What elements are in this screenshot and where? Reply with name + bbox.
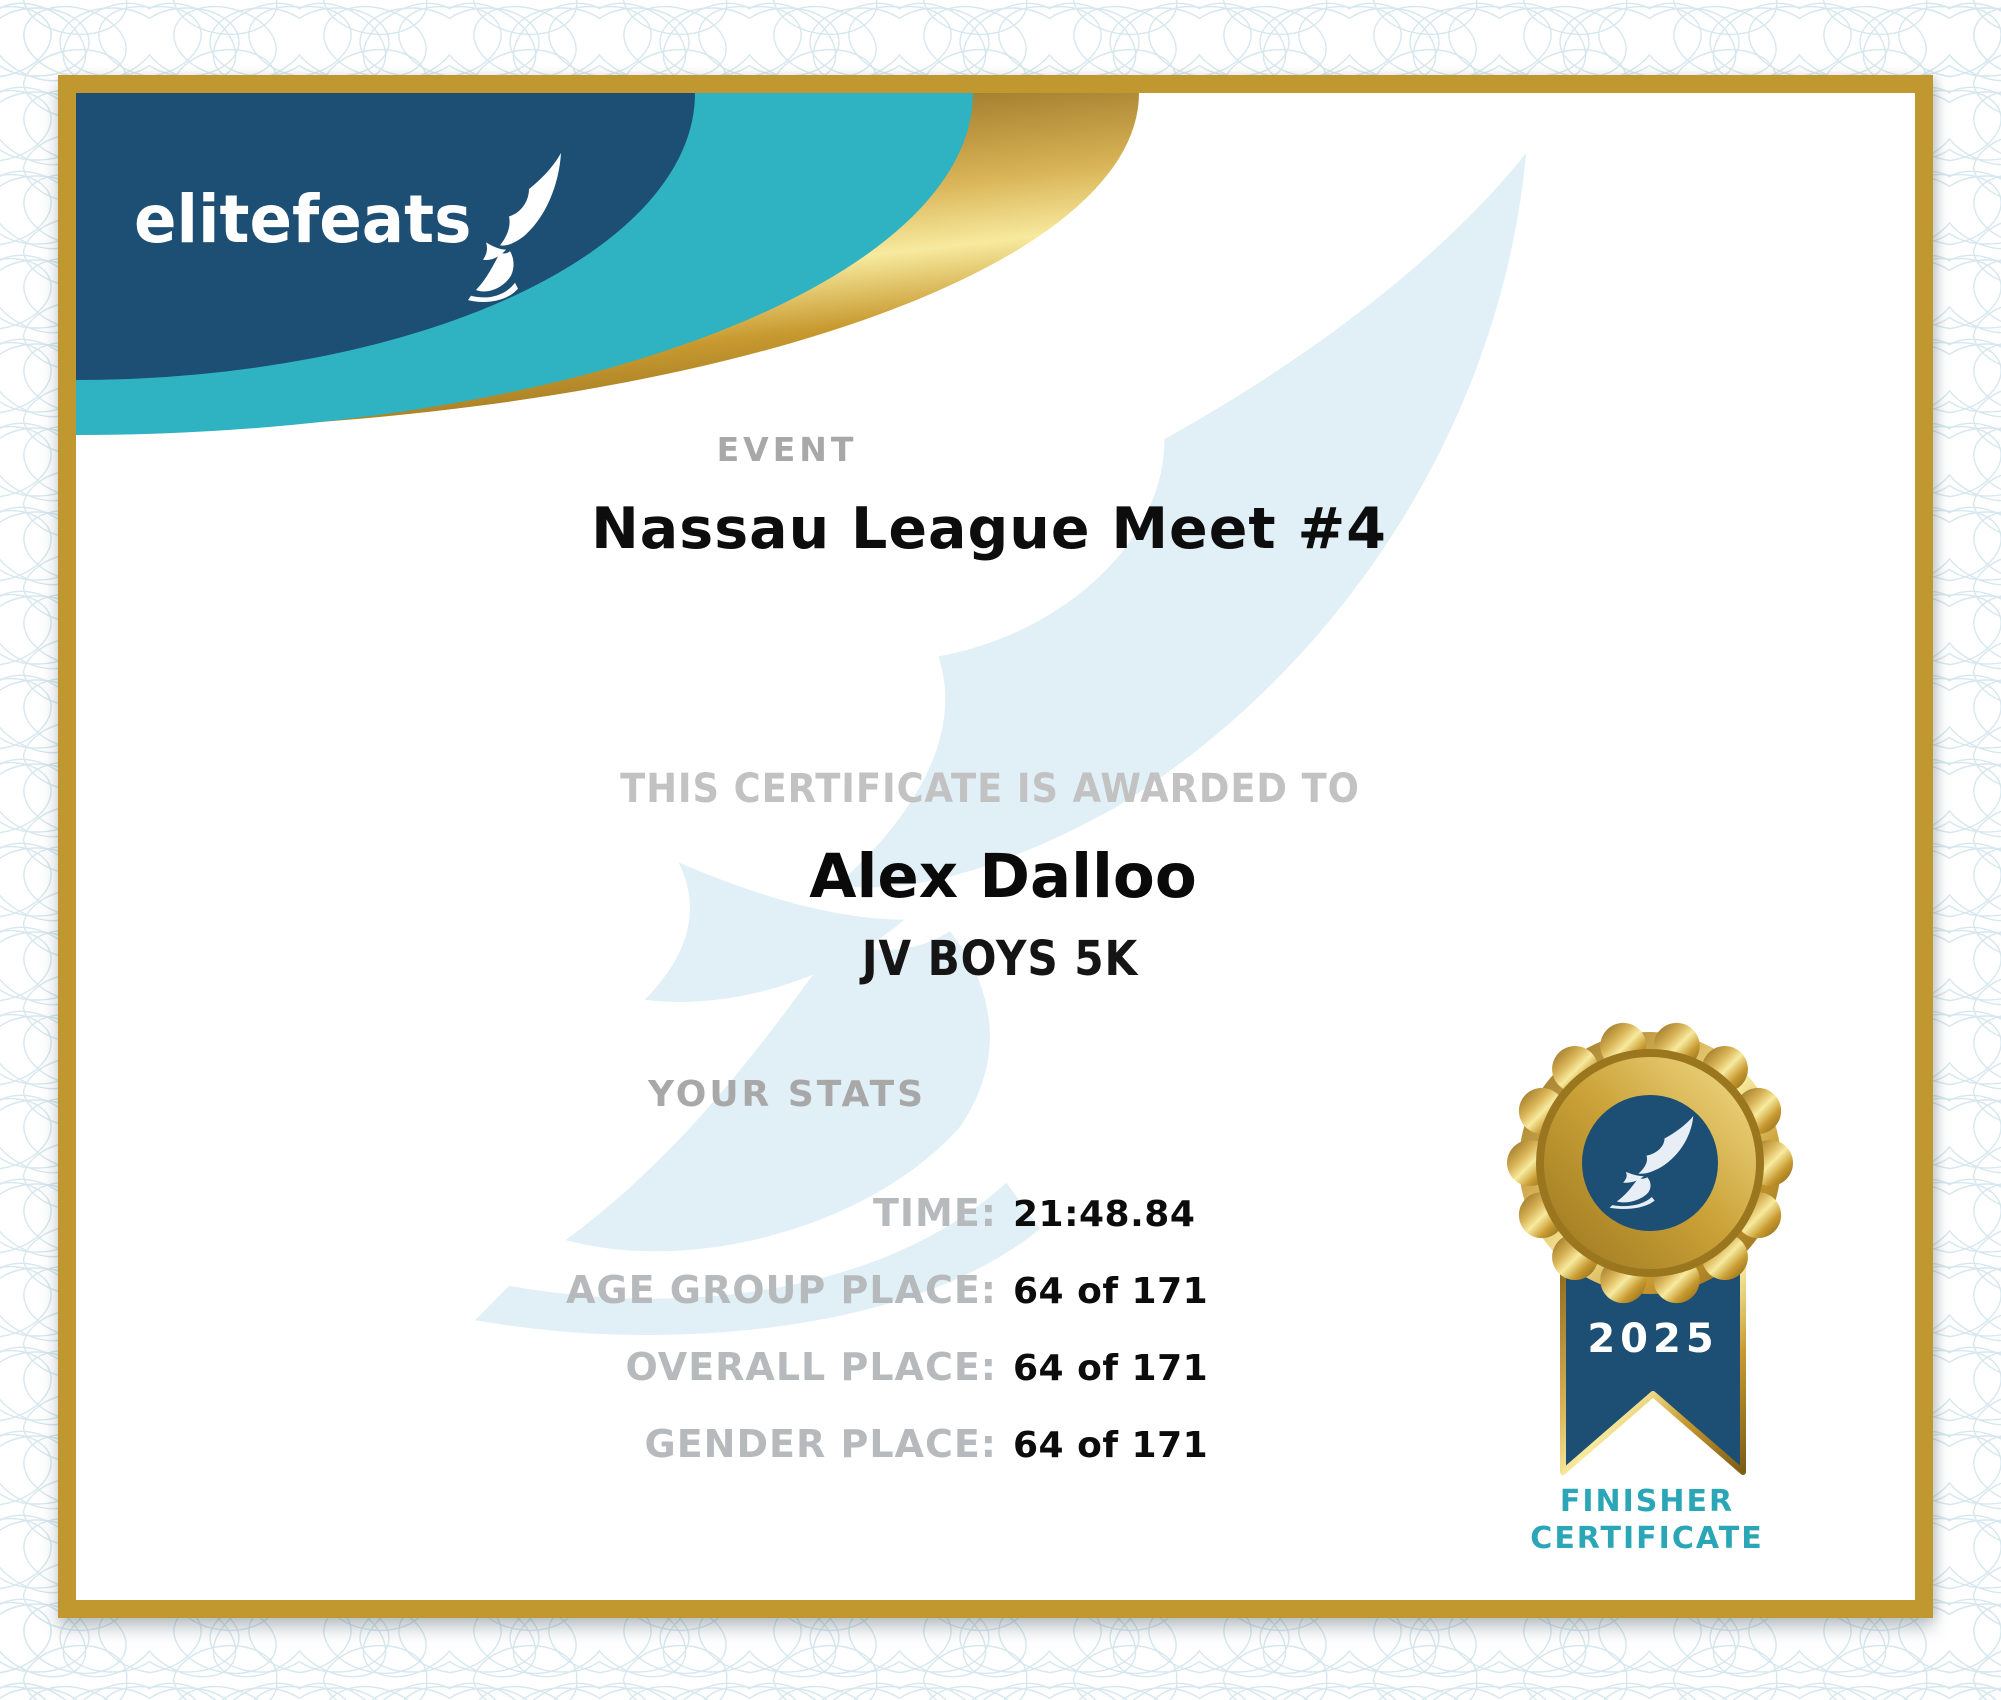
stat-row-gender-place	[461, 1422, 1361, 1466]
elitefeats-logo	[134, 153, 554, 333]
winged-foot-logo-icon	[464, 153, 564, 303]
ribbon-year: 2025	[1587, 1316, 1719, 1362]
finisher-line1: FINISHER	[1559, 1484, 1735, 1519]
awarded-label: THIS CERTIFICATE IS AWARDED TO	[620, 766, 1360, 812]
finisher-line2: CERTIFICATE	[1530, 1521, 1764, 1556]
stat-value: 64 of 171	[1013, 1348, 1209, 1389]
your-stats-heading: YOUR STATS	[647, 1074, 927, 1115]
certificate-body	[76, 93, 1915, 1600]
stat-value: 21:48.84	[1013, 1194, 1196, 1235]
stat-label: AGE GROUP PLACE:	[566, 1268, 997, 1312]
stat-row-overall-place	[461, 1345, 1361, 1389]
finisher-medal-badge	[1500, 1020, 1800, 1490]
event-name: Nassau League Meet #4	[591, 496, 1387, 562]
stat-label: GENDER PLACE:	[644, 1422, 997, 1466]
stat-row-time	[461, 1191, 1361, 1235]
stat-label: OVERALL PLACE:	[625, 1345, 997, 1389]
recipient-name: Alex Dalloo	[809, 841, 1197, 912]
stat-value: 64 of 171	[1013, 1271, 1209, 1312]
division-name: JV BOYS 5K	[861, 931, 1139, 987]
stat-label: TIME:	[872, 1191, 997, 1235]
brand-name: elitefeats	[134, 181, 472, 258]
stat-row-age-group-place	[461, 1268, 1361, 1312]
event-label: EVENT	[716, 430, 858, 469]
stat-value: 64 of 171	[1013, 1425, 1209, 1466]
certificate-frame	[58, 75, 1933, 1618]
